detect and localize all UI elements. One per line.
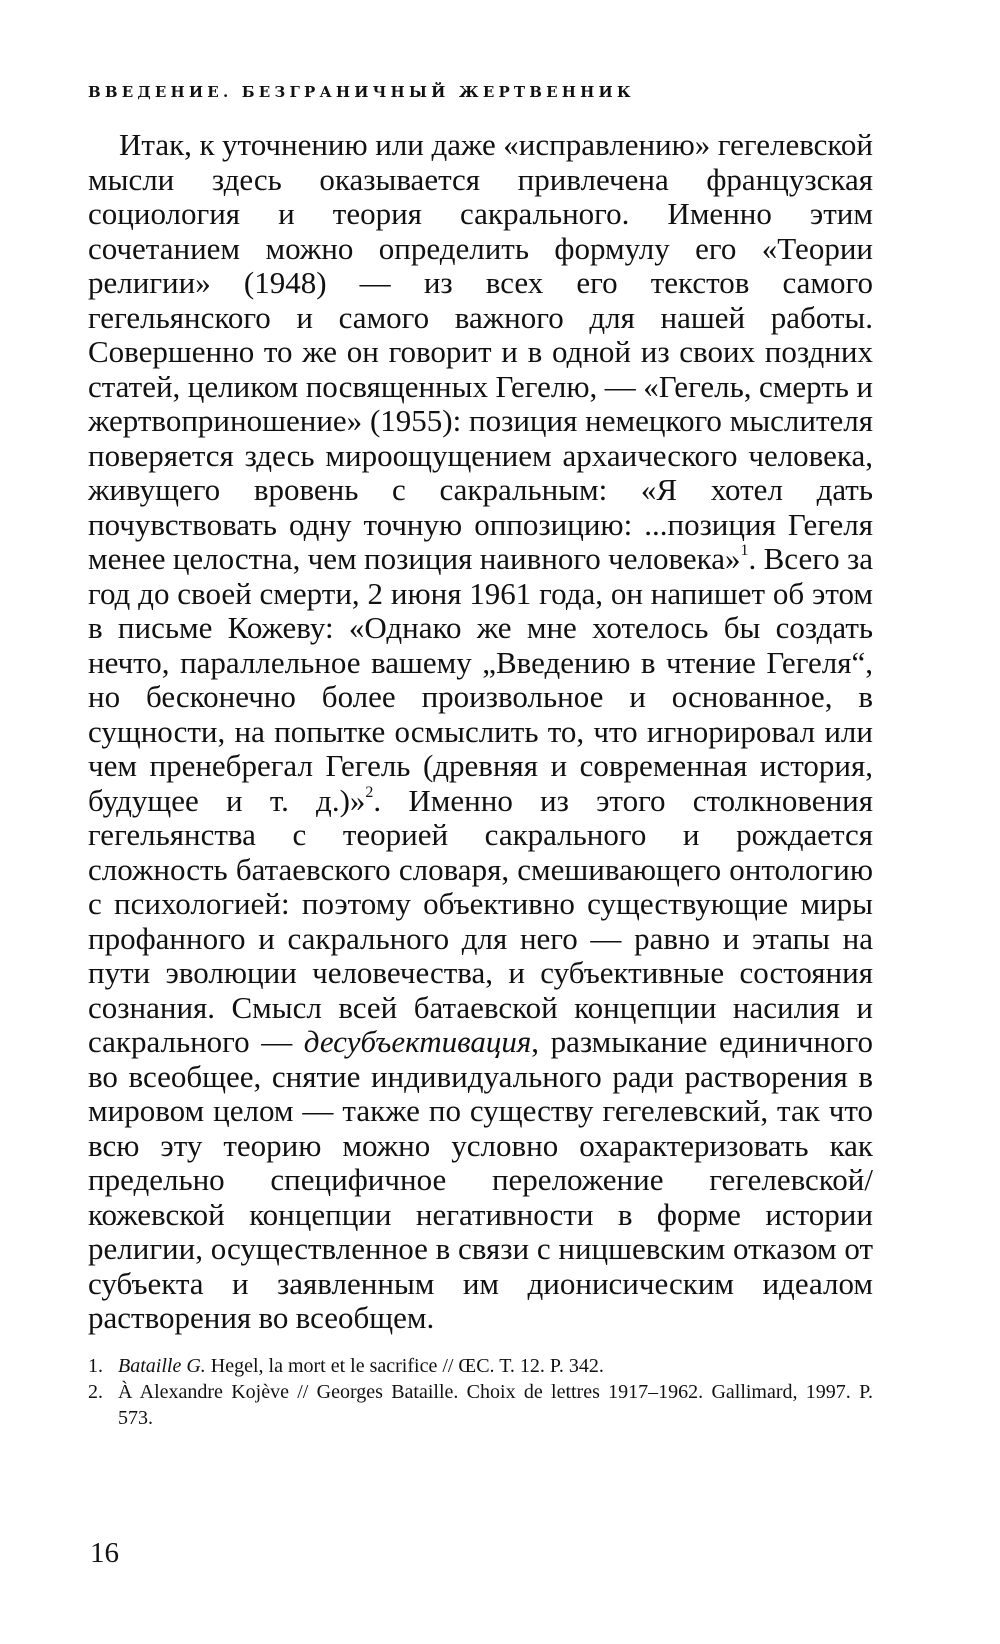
book-page	[88, 0, 873, 1644]
italic-term: десубъективация	[303, 1024, 532, 1059]
footnote-citation: Hegel, la mort et le sacrifice // ŒC. T. 12. P. 342.	[205, 1355, 604, 1377]
paragraph-text-part-2: . Всего за год до своей смерти, 2 июня 1961 года, он напишет об этом в письме Кожеву: «Однако же мне хотелось бы создать нечто, параллельное вашему „Введению в чтение Гегеля“, но бесконечно более произвольное и основанное, в сущности, на попытке осмыслить то, что игнорировал или чем пренебрегал Гегель (древняя и современная история, будущее и т. д.)»	[88, 541, 873, 818]
footnote-citation: À Alexandre Kojève // Georges Bataille. Choix de lettres 1917–1962. Gallimard, 1997. P. 573.	[118, 1381, 873, 1429]
footnote-ref-1[interactable]: 1	[740, 542, 749, 559]
footnote-number: 2.	[88, 1381, 103, 1403]
footnote-2	[88, 1379, 873, 1431]
page-number: 16	[90, 1537, 119, 1569]
footnote-ref-2[interactable]: 2	[365, 783, 374, 801]
footnotes	[88, 1353, 873, 1431]
paragraph-text-part-1: Итак, к уточнению или даже «исправлению» гегелевской мысли здесь оказывается привлечена французская социология и теория сакрального. Именно этим сочетанием можно определить формулу его «Теории религии» (1948) — из всех его текстов самого гегельянского и самого важного для нашей работы. Совершенно то же он говорит и в одной из своих поздних статей, целиком посвященных Гегелю, — «Гегель, смерть и жертвоприношение» (1955): позиция немецкого мыслителя поверяется здесь мироощущением архаического человека, живущего вровень с сакральным: «Я хотел дать почувствовать одну точную оппозицию: ...позиция Гегеля менее целостна, чем позиция наивного человека»	[88, 127, 873, 576]
footnote-author: Bataille G.	[118, 1355, 206, 1377]
footnote-number: 1.	[88, 1355, 103, 1377]
footnote-1	[88, 1353, 873, 1379]
running-head: ВВЕДЕНИЕ. БЕЗГРАНИЧНЫЙ ЖЕРТВЕННИК	[88, 83, 635, 101]
footnote-text	[118, 1353, 873, 1379]
main-paragraph	[88, 128, 873, 1336]
paragraph-text-part-3: . Именно из этого столкновения гегельянства с теорией сакрального и рождается сложность батаевского словаря, смешивающего онтологию с психологией: поэтому объективно существующие миры профанного и сакрального для него — равно и этапы на пути эволюции человечества, и субъективные состояния сознания. Смысл всей батаевской концепции насилия и сакрального —	[88, 782, 874, 1059]
paragraph-text-part-4: , размыкание единичного во всеобщее, снятие индивидуального ради растворения в мировом целом — также по существу гегелевский, так что всю эту теорию можно условно охарактеризовать как предельно специфичное переложение гегелевской/кожевской концепции негативности в форме истории религии, осуществленное в связи с ницшевским отказом от субъекта и заявленным им дионисическим идеалом растворения во всеобщем.	[88, 1024, 873, 1335]
